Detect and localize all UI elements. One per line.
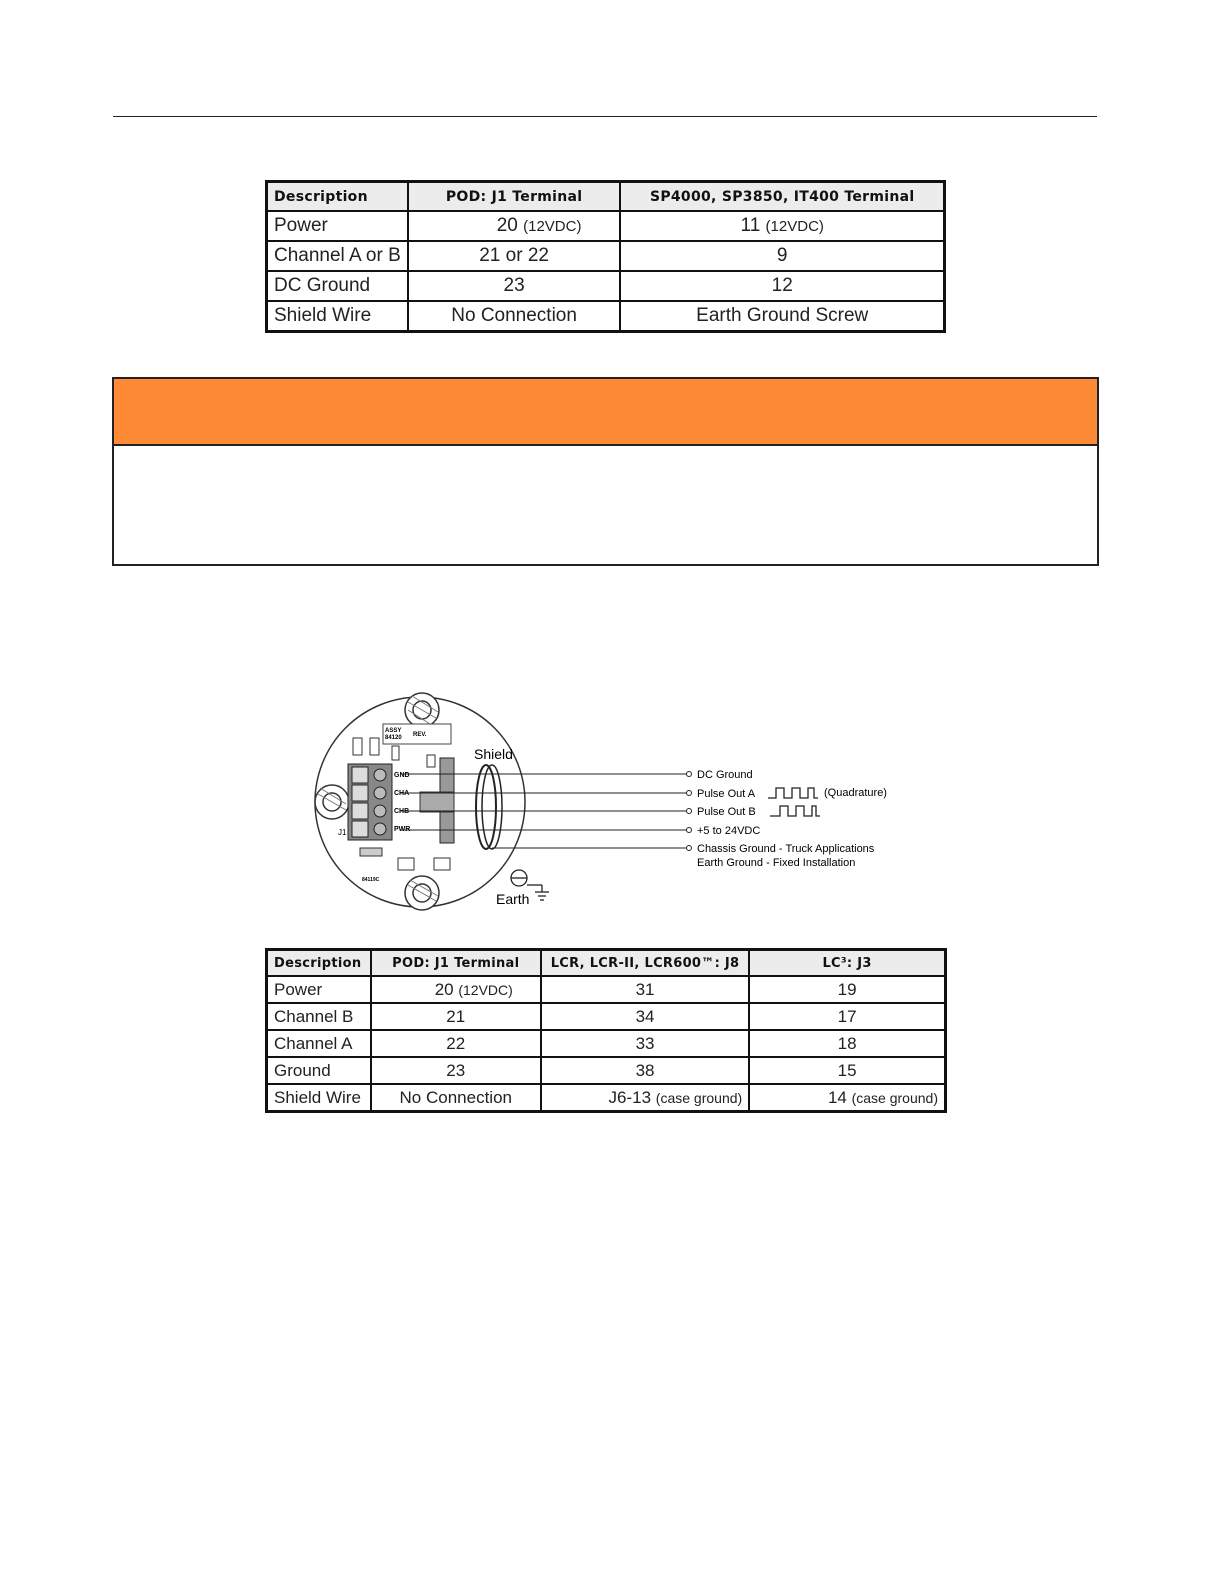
- mounting-hole-icon: [315, 785, 349, 819]
- mounting-hole-icon: [405, 693, 439, 727]
- table-row: [267, 1030, 946, 1057]
- cell-note: (case ground): [851, 1089, 938, 1106]
- cell-note: (12VDC): [458, 981, 513, 998]
- sp-terminal-cell: [620, 301, 944, 332]
- output-label-pulse-a: Pulse Out A: [697, 788, 756, 800]
- component-icon: [392, 746, 399, 760]
- quadrature-label: (Quadrature): [824, 787, 887, 799]
- component-icon: [370, 738, 379, 755]
- output-label-power: +5 to 24VDC: [697, 825, 761, 837]
- lcr-terminal-cell: 31: [541, 976, 749, 1003]
- row-description: Power: [267, 976, 371, 1003]
- table-row: [267, 1084, 946, 1112]
- lc3-terminal-cell: 17: [749, 1003, 945, 1030]
- pod-terminal-cell: [408, 211, 621, 241]
- row-description: Channel B: [267, 1003, 371, 1030]
- terminal-label-pwr: PWR: [394, 826, 411, 833]
- part-number: 84119C: [362, 877, 380, 883]
- row-description: Channel A: [267, 1030, 371, 1057]
- lc3-terminal-cell: 18: [749, 1030, 945, 1057]
- column-header: LCR, LCR-II, LCR600™: J8: [541, 950, 749, 977]
- pulse-waveform-b-icon: [770, 806, 820, 816]
- mounting-hole-icon: [405, 876, 439, 910]
- cell-value: 21 or 22: [479, 245, 549, 266]
- row-description: DC Ground: [267, 271, 408, 301]
- column-header: POD: J1 Terminal: [371, 950, 541, 977]
- pod-terminal-cell: [408, 241, 621, 271]
- terminal-label-chb: CHB: [394, 808, 410, 815]
- cell-value: J6-13: [608, 1087, 652, 1107]
- rev-label: REV.: [413, 732, 427, 738]
- terminal-table-lcr: [265, 948, 947, 1113]
- output-terminals: [687, 772, 692, 851]
- earth-label: Earth: [496, 891, 530, 907]
- terminal-label-cha: CHA: [394, 790, 410, 797]
- column-header: LC³: J3: [749, 950, 945, 977]
- cell-note: (12VDC): [765, 218, 824, 235]
- table-row: [267, 271, 945, 301]
- cell-value: 9: [776, 245, 788, 266]
- table-header-row: [267, 950, 946, 977]
- assy-label: ASSY: [385, 728, 402, 734]
- warning-header-bar: [114, 379, 1097, 446]
- terminal-block: [348, 764, 392, 840]
- column-header: Description: [267, 182, 408, 212]
- sp-terminal-cell: [620, 211, 944, 241]
- output-label-chassis-ground: Chassis Ground - Truck Applications: [697, 843, 875, 855]
- component-icon: [353, 738, 362, 755]
- cell-value: No Connection: [451, 305, 577, 326]
- column-header: POD: J1 Terminal: [408, 182, 621, 212]
- cell-note: (12VDC): [523, 218, 582, 235]
- pod-terminal-cell: [408, 271, 621, 301]
- pulse-waveform-a-icon: [768, 788, 818, 798]
- column-header: Description: [267, 950, 371, 977]
- cell-value: 20: [496, 215, 518, 236]
- terminal-table-sp4000: [265, 180, 946, 333]
- pod-terminal-cell: [371, 976, 541, 1003]
- warning-box: [112, 377, 1099, 566]
- header-rule: [113, 116, 1097, 117]
- lc3-terminal-cell: 19: [749, 976, 945, 1003]
- output-label-pulse-b: Pulse Out B: [697, 806, 756, 818]
- cell-value: 12: [771, 275, 793, 296]
- component-icon: [360, 848, 382, 856]
- component-icon: [398, 858, 414, 870]
- pod-terminal-cell: 23: [371, 1057, 541, 1084]
- pod-terminal-cell: [408, 301, 621, 332]
- shield-label: Shield: [474, 746, 513, 762]
- table-row: [267, 1057, 946, 1084]
- cell-value: 11: [740, 215, 761, 236]
- wiring-diagram: [300, 680, 900, 915]
- output-label-earth-ground: Earth Ground - Fixed Installation: [697, 857, 856, 869]
- lcr-terminal-cell: [541, 1084, 749, 1112]
- sp-terminal-cell: [620, 241, 944, 271]
- output-label-dc-ground: DC Ground: [697, 769, 753, 781]
- pod-terminal-cell: 21: [371, 1003, 541, 1030]
- column-header: SP4000, SP3850, IT400 Terminal: [620, 182, 944, 212]
- cell-value: 14: [827, 1087, 847, 1107]
- component-icon: [434, 858, 450, 870]
- lcr-terminal-cell: 33: [541, 1030, 749, 1057]
- component-icon: [427, 755, 435, 767]
- cell-value: 20: [434, 979, 454, 999]
- pod-terminal-cell: No Connection: [371, 1084, 541, 1112]
- j1-label: J1: [338, 828, 347, 837]
- assy-number: 84120: [385, 735, 402, 741]
- row-description: Channel A or B: [267, 241, 408, 271]
- table-row: [267, 301, 945, 332]
- table-row: [267, 211, 945, 241]
- lcr-terminal-cell: 34: [541, 1003, 749, 1030]
- lcr-terminal-cell: 38: [541, 1057, 749, 1084]
- cable-clamp: [420, 792, 454, 812]
- cell-value: Earth Ground Screw: [696, 305, 869, 326]
- lc3-terminal-cell: 15: [749, 1057, 945, 1084]
- sp-terminal-cell: [620, 271, 944, 301]
- row-description: Ground: [267, 1057, 371, 1084]
- table-row: [267, 1003, 946, 1030]
- row-description: Shield Wire: [267, 301, 408, 332]
- pod-terminal-cell: 22: [371, 1030, 541, 1057]
- cell-value: 23: [503, 275, 525, 296]
- table-row: [267, 241, 945, 271]
- lc3-terminal-cell: [749, 1084, 945, 1112]
- table-header-row: [267, 182, 945, 212]
- table-row: [267, 976, 946, 1003]
- row-description: Power: [267, 211, 408, 241]
- row-description: Shield Wire: [267, 1084, 371, 1112]
- terminal-label-gnd: GND: [394, 772, 410, 779]
- cell-note: (case ground): [655, 1089, 743, 1106]
